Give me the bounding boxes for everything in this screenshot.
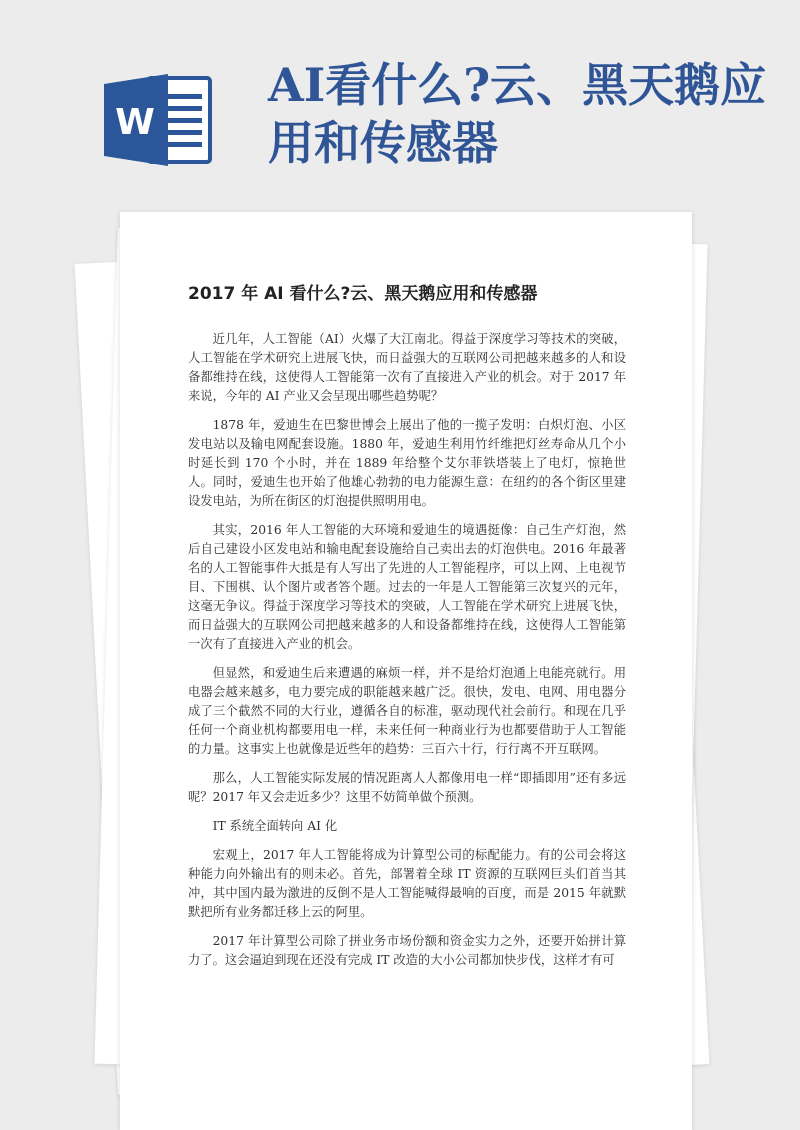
banner-title: AI看什么?云、黑天鹅应用和传感器 (268, 58, 767, 170)
svg-text:W: W (115, 102, 155, 143)
word-document-icon (104, 72, 214, 168)
paragraph: 宏观上，2017 年人工智能将成为计算型公司的标配能力。有的公司会将这种能力向外输出有的则未必。首先，部署着全球 IT 资源的互联网巨头们首当其冲，其中国内最为激进的反倒不是人工智能喊得最响的百度，而是 2015 年就默默把所有业务都迁移上云的阿里。 (188, 848, 626, 919)
document-page (120, 212, 692, 1130)
document-title: 2017 年 AI 看什么?云、黑天鹅应用和传感器 (188, 284, 538, 304)
paragraph: 近几年，人工智能（AI）火爆了大江南北。得益于深度学习等技术的突破，人工智能在学术研究上进展飞快，而日益强大的互联网公司把越来越多的人和设备都维持在线，这使得人工智能第一次有了直接进入产业的机会。对于 2017 年来说，今年的 AI 产业又会呈现出哪些趋势呢？ (188, 332, 626, 403)
paragraph: 但显然，和爱迪生后来遭遇的麻烦一样，并不是给灯泡通上电能亮就行。用电器会越来越多，电力要完成的职能越来越广泛。很快，发电、电网、用电器分成了三个截然不同的大行业，遵循各自的标准，驱动现代社会前行。和现在几乎任何一个商业机构都要用电一样，未来任何一种商业行为也都要借助于人工智能的力量。这事实上也就像是近些年的趋势：三百六十行，行行离不开互联网。 (188, 666, 626, 756)
section-heading: IT 系统全面转向 AI 化 (212, 819, 338, 833)
paragraph: 2017 年计算型公司除了拼业务市场份额和资金实力之外，还要开始拼计算力了。这会逼迫到现在还没有完成 IT 改造的大小公司都加快步伐，这样才有可 (188, 934, 626, 967)
banner (0, 0, 800, 200)
paragraph: 其实，2016 年人工智能的大环境和爱迪生的境遇挺像：自己生产灯泡，然后自己建设小区发电站和输电配套设施给自己卖出去的灯泡供电。2016 年最著名的人工智能事件大抵是有人写出了先进的人工智能程序，可以上网、上电视节目、下围棋、认个图片或者答个题。过去的一年是人工智能第三次复兴的元年，这毫无争议。得益于深度学习等技术的突破，人工智能在学术研究上进展飞快，而日益强大的互联网公司把越来越多的人和设备都维持在线，这使得人工智能第一次有了直接进入产业的机会。 (188, 523, 626, 651)
paragraph: 1878 年，爱迪生在巴黎世博会上展出了他的一揽子发明：白炽灯泡、小区发电站以及输电网配套设施。1880 年，爱迪生利用竹纤维把灯丝寿命从几个小时延长到 170 个小时，并在 1889 年给整个艾尔菲铁塔装上了电灯，惊艳世人。同时，爱迪生也开始了他雄心勃勃的电力能源生意：在纽约的各个街区里建设发电站，为所在街区的灯泡提供照明用电。 (188, 418, 626, 508)
paragraph: 那么，人工智能实际发展的情况距离人人都像用电一样“即插即用”还有多远呢？2017 年又会走近多少？这里不妨简单做个预测。 (188, 771, 626, 804)
